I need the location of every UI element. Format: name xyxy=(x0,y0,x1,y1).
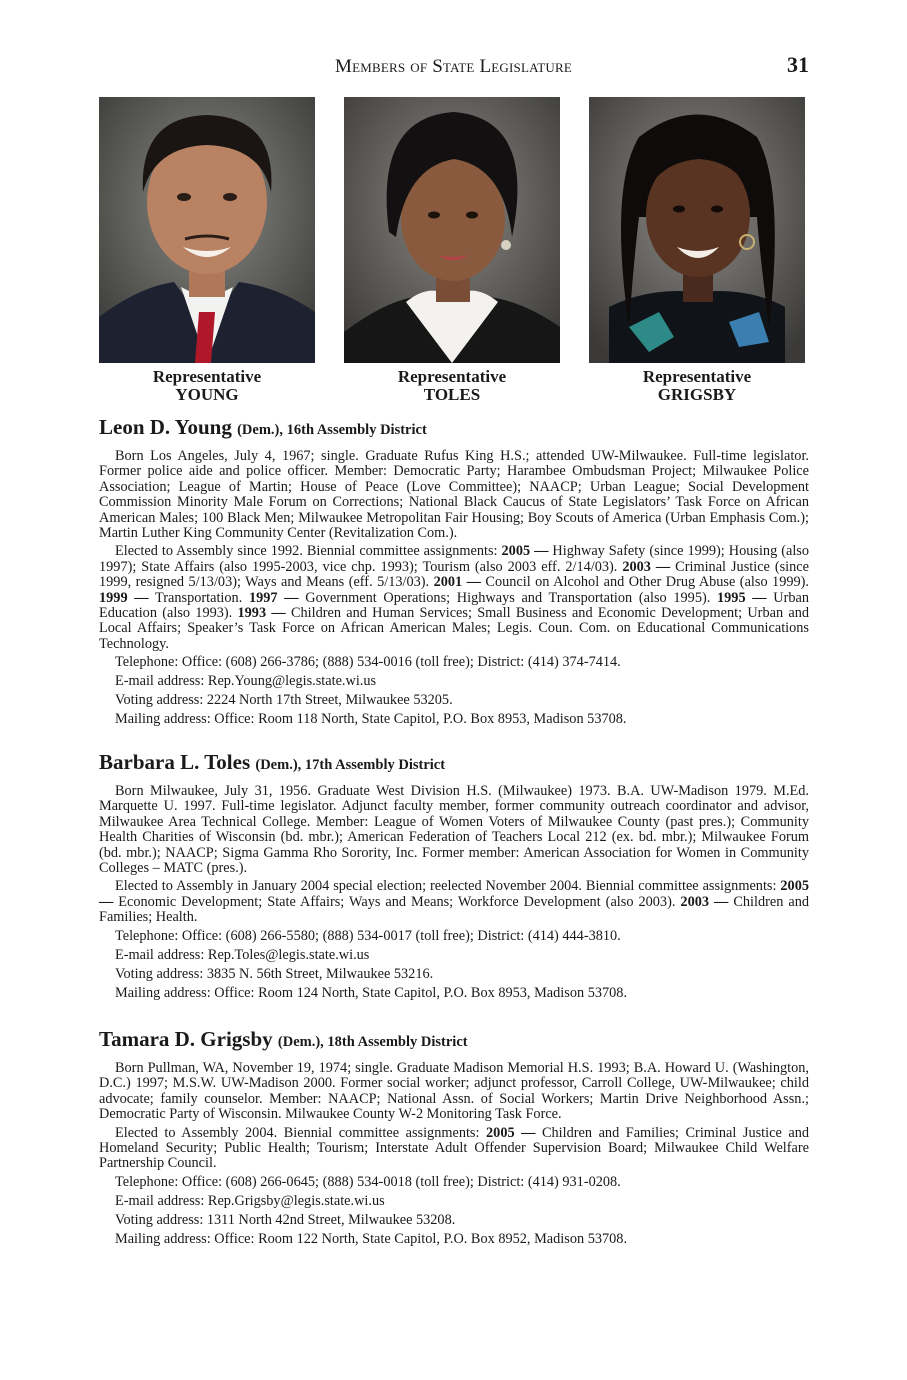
member-service-record xyxy=(99,879,809,925)
caption-title: Representative xyxy=(397,367,507,386)
assignment-year-marker: 2005 — xyxy=(99,878,809,910)
member-mailing-address: Mailing address: Office: Room 124 North, State Capitol, P.O. Box 8953, Madison 53708. xyxy=(115,984,628,1001)
member-email: E-mail address: Rep.Toles@legis.state.wi.us xyxy=(115,946,370,963)
photo-row xyxy=(99,97,807,409)
portrait-grigsby-image xyxy=(589,97,805,363)
portrait-young-image xyxy=(99,97,315,363)
assignment-text: Government Operations; Highways and Transportation (also 1995). xyxy=(298,589,717,606)
assignment-year-marker: 1995 — xyxy=(717,589,767,606)
caption-title: Representative xyxy=(642,367,752,386)
member-telephone: Telephone: Office: (608) 266-3786; (888) 534-0016 (toll free); District: (414) 374-7414. xyxy=(115,654,621,671)
assignment-text: Children and Families; Health. xyxy=(99,893,810,926)
photo-card-toles xyxy=(344,97,560,404)
assignment-text: Council on Alcohol and Other Drug Abuse (also 1999). xyxy=(480,574,809,591)
member-service-record xyxy=(99,544,809,652)
assignment-text: Economic Development; State Affairs; Ways and Means; Workforce Development (also 2003). xyxy=(113,893,681,910)
member-name: Leon D. Young xyxy=(99,415,232,439)
assignment-year-marker: 2003 — xyxy=(680,893,729,910)
member-voting-address: Voting address: 1311 North 42nd Street, Milwaukee 53208. xyxy=(115,1211,456,1228)
photo-card-grigsby xyxy=(589,97,805,404)
page-number: 31 xyxy=(787,52,809,77)
member-heading xyxy=(99,750,809,777)
caption-title: Representative xyxy=(152,367,262,386)
member-party-district: (Dem.), 18th Assembly District xyxy=(277,1034,468,1050)
member-telephone: Telephone: Office: (608) 266-5580; (888) 534-0017 (toll free); District: (414) 444-3810. xyxy=(115,927,621,944)
member-biography: Born Pullman, WA, November 19, 1974; single. Graduate Madison Memorial H.S. 1993; B.A. Howard U. (Washington, D.C.) 1997; M.S.W. UW-Madison 2000. Former social worker; adjunct professor, Carroll College, UW-Milwaukee; child advocate; family counselor. Member: NAACP; National Assn. of Social Workers; Martin Drive Neighborhood Assn.; Democratic Party of Wisconsin. Milwaukee County W-2 Monitoring Task Force. xyxy=(99,1060,809,1123)
portrait-toles-image xyxy=(344,97,560,363)
member-email: E-mail address: Rep.Grigsby@legis.state.wi.us xyxy=(115,1192,385,1209)
assignment-text: Elected to Assembly since 1992. Biennial committee assignments: xyxy=(115,543,502,560)
member-party-district: (Dem.), 16th Assembly District xyxy=(237,422,427,438)
assignment-year-marker: 1993 — xyxy=(237,605,286,622)
assignment-text: Criminal Justice (since 1999, resigned 5/13/03); Ways and Means (eff. 5/13/03). xyxy=(99,558,809,591)
member-heading xyxy=(99,415,809,442)
member-mailing-address: Mailing address: Office: Room 118 North, State Capitol, P.O. Box 8953, Madison 53708. xyxy=(115,711,627,728)
running-head xyxy=(0,52,907,82)
caption-name: YOUNG xyxy=(175,385,239,404)
assignment-text: Children and Human Services; Small Business and Economic Development; Urban and Local Affairs; Speaker’s Task Force on African American Males; Legis. Coun. Com. on Educational Communications Technology. xyxy=(99,605,810,652)
member-voting-address: Voting address: 3835 N. 56th Street, Milwaukee 53216. xyxy=(115,965,434,982)
member-voting-address: Voting address: 2224 North 17th Street, Milwaukee 53205. xyxy=(115,692,453,709)
caption-name: GRIGSBY xyxy=(657,385,737,404)
caption-grigsby xyxy=(589,368,805,404)
caption-toles xyxy=(344,368,560,404)
assignment-year-marker: 2005 — xyxy=(486,1124,536,1141)
member-biography: Born Los Angeles, July 4, 1967; single. Graduate Rufus King H.S.; attended UW-Milwaukee. Full-time legislator. Former police aide and police officer. Member: Democratic Party; Harambee Ombudsman Project; Milwaukee Police Association; League of Martin; House of Peace (Love Committee); NAACP; Urban League; Social Development Commission Minority Male Forum on Corrections; National Black Caucus of State Legislators’ Task Force on African American Males; 100 Black Men; Milwaukee Metropolitan Fair Housing; Boy Scouts of America (Urban Emphasis Com.); Martin Luther King Community Center (Revitalization Com.). xyxy=(99,448,809,542)
assignment-text: Urban Education (also 1993). xyxy=(99,589,810,622)
member-heading xyxy=(99,1027,809,1054)
assignment-year-marker: 2005 — xyxy=(501,543,549,560)
caption-young xyxy=(99,368,315,404)
caption-name: TOLES xyxy=(423,385,481,404)
photo-card-young xyxy=(99,97,315,404)
assignment-year-marker: 1999 — xyxy=(99,589,149,606)
member-name: Barbara L. Toles xyxy=(99,750,251,774)
member-entry-toles xyxy=(99,750,809,1005)
member-telephone: Telephone: Office: (608) 266-0645; (888) 534-0018 (toll free); District: (414) 931-0208. xyxy=(115,1173,621,1190)
assignment-text: Elected to Assembly 2004. Biennial committee assignments: xyxy=(115,1124,487,1141)
assignment-year-marker: 2001 — xyxy=(433,574,481,591)
assignment-year-marker: 1997 — xyxy=(248,589,299,606)
member-entry-young xyxy=(99,415,809,731)
member-entry-grigsby xyxy=(99,1027,809,1251)
member-biography: Born Milwaukee, July 31, 1956. Graduate West Division H.S. (Milwaukee) 1973. B.A. UW-Madison 1979. M.Ed. Marquette U. 1997. Full-time legislator. Adjunct faculty member, former community outreach coordinator and advisor, Milwaukee Area Technical College. Member: League of Women Voters of Milwaukee County (past pres.); Community Health Charities of Wisconsin (bd. mbr.); American Federation of Teachers Local 212 (ex. bd. mbr.); Milwaukee Forum (bd. mbr.); NAACP; Sigma Gamma Rho Sorority, Inc. Former member: American Association for Women in Community Colleges – MATC (pres.). xyxy=(99,783,809,877)
member-party-district: (Dem.), 17th Assembly District xyxy=(255,757,446,773)
member-mailing-address: Mailing address: Office: Room 122 North, State Capitol, P.O. Box 8952, Madison 53708. xyxy=(115,1230,628,1247)
member-name: Tamara D. Grigsby xyxy=(99,1027,273,1051)
assignment-year-marker: 2003 — xyxy=(622,558,671,575)
assignment-text: Highway Safety (since 1999); Housing (also 1997); State Affairs (also 1995-2003, vice chp. 1993); Tourism (also 2003 eff. 2/14/03). xyxy=(99,543,810,575)
page-title: Members of State Legislature xyxy=(335,56,572,77)
member-service-record xyxy=(99,1126,809,1172)
member-email: E-mail address: Rep.Young@legis.state.wi.us xyxy=(115,673,377,690)
assignment-text: Elected to Assembly in January 2004 special election; reelected November 2004. Biennial committee assignments: xyxy=(115,878,781,895)
assignment-text: Transportation. xyxy=(148,589,249,606)
assignment-text: Children and Families; Criminal Justice and Homeland Security; Public Health; Tourism; Interstate Adult Offender Supervision Board; Milwaukee Child Welfare Partnership Council. xyxy=(99,1124,809,1172)
